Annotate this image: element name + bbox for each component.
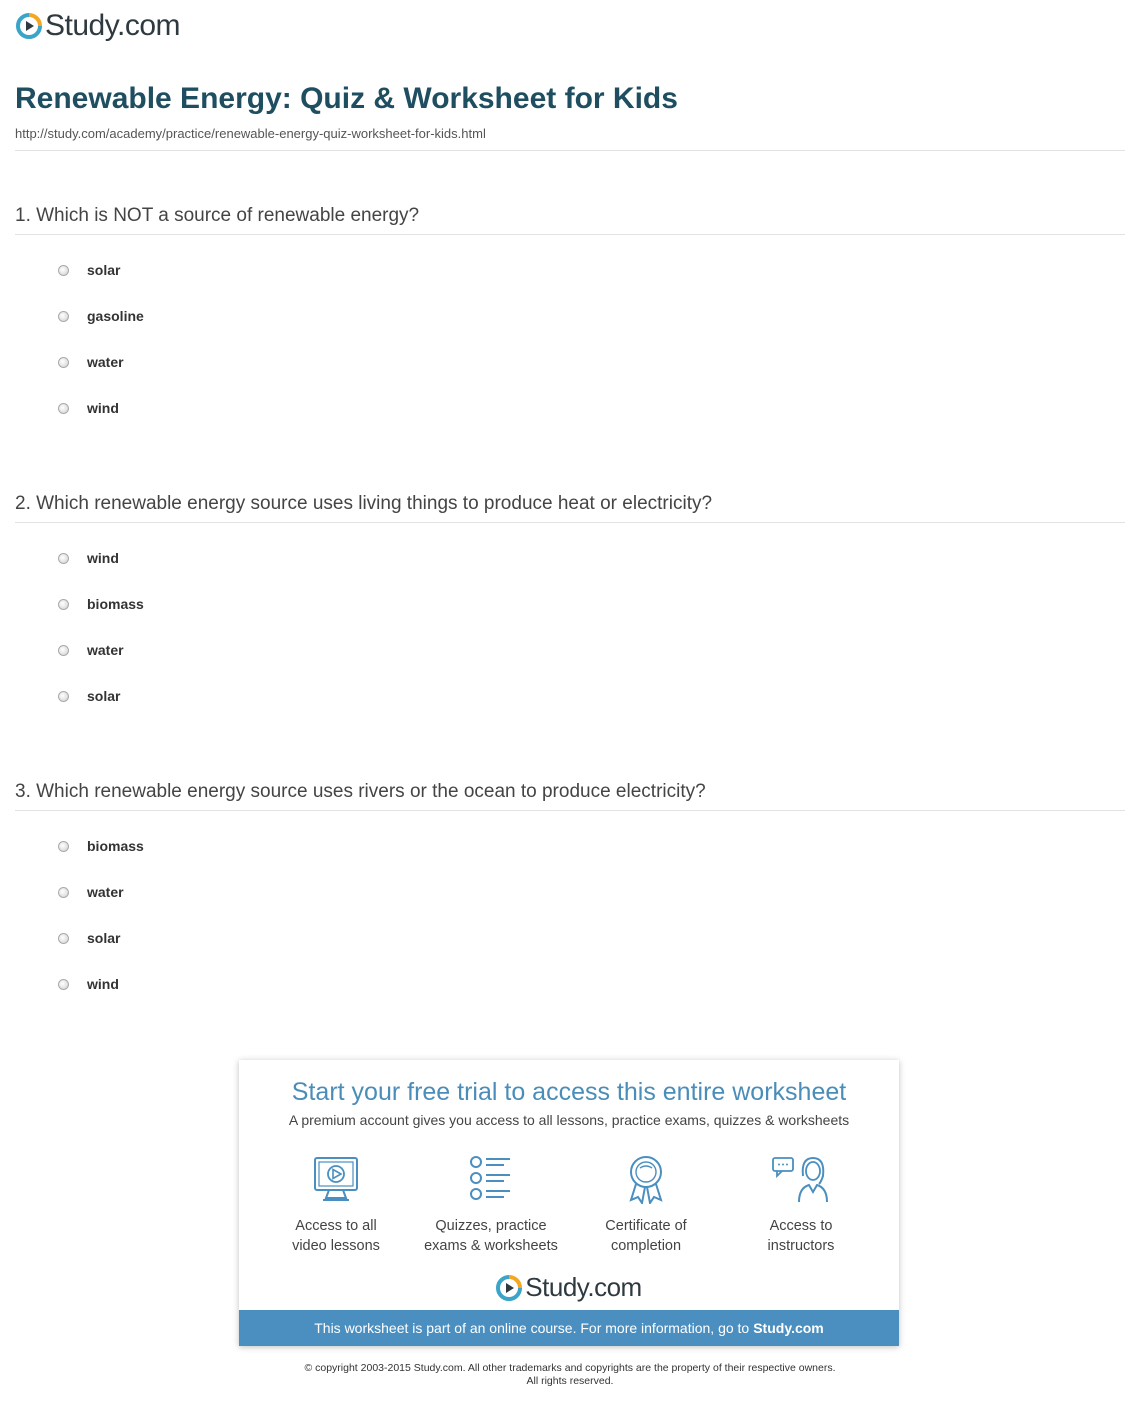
option-label: wind — [87, 400, 119, 416]
q3-option-3[interactable] — [58, 929, 120, 947]
radio-button[interactable] — [58, 311, 69, 322]
quiz-list-icon — [466, 1154, 516, 1204]
feature-quizzes — [416, 1154, 566, 1256]
option-label: wind — [87, 976, 119, 992]
study-logo-icon — [496, 1275, 522, 1301]
option-label: water — [87, 642, 124, 658]
option-label: wind — [87, 550, 119, 566]
page-url: http://study.com/academy/practice/renewable-energy-quiz-worksheet-for-kids.html — [15, 126, 486, 141]
logo-text: Study.com — [525, 1272, 642, 1302]
option-label: solar — [87, 688, 121, 704]
radio-button[interactable] — [58, 979, 69, 990]
study-logo-icon — [16, 13, 42, 39]
study-logo[interactable] — [16, 8, 180, 44]
radio-button[interactable] — [58, 357, 69, 368]
q2-option-3[interactable] — [58, 641, 124, 659]
feature-label: Quizzes, practice exams & worksheets — [424, 1218, 558, 1254]
logo-text: Study.com — [45, 9, 180, 42]
option-label: solar — [87, 262, 121, 278]
question-divider — [15, 234, 1125, 235]
page-title: Renewable Energy: Quiz & Worksheet for Kids — [15, 82, 678, 115]
feature-label: Certificate of completion — [605, 1218, 687, 1254]
footer-line-2: All rights reserved. — [526, 1375, 614, 1387]
copyright-footer — [0, 1362, 1140, 1388]
q2-option-2[interactable] — [58, 595, 144, 613]
q2-option-1[interactable] — [58, 549, 119, 567]
promo-bar-link[interactable]: Study.com — [753, 1320, 824, 1336]
radio-button[interactable] — [58, 933, 69, 944]
header-divider — [15, 150, 1125, 151]
radio-button[interactable] — [58, 887, 69, 898]
feature-instructors — [726, 1154, 876, 1256]
feature-video-lessons — [261, 1154, 411, 1256]
radio-button[interactable] — [58, 599, 69, 610]
promo-study-logo[interactable] — [239, 1272, 899, 1303]
promo-title[interactable]: Start your free trial to access this entire worksheet — [291, 1078, 847, 1106]
video-lesson-icon — [311, 1154, 361, 1204]
option-label: biomass — [87, 596, 144, 612]
footer-line-1: © copyright 2003-2015 Study.com. All other trademarks and copyrights are the property of their respective owners. — [304, 1362, 836, 1374]
q3-option-2[interactable] — [58, 883, 124, 901]
q3-option-1[interactable] — [58, 837, 144, 855]
feature-certificate — [571, 1154, 721, 1256]
free-trial-promo — [239, 1060, 899, 1346]
radio-button[interactable] — [58, 553, 69, 564]
question-2: 2. Which renewable energy source uses living things to produce heat or electricity? — [15, 493, 713, 514]
q1-option-1[interactable] — [58, 261, 120, 279]
promo-info-bar[interactable] — [239, 1310, 899, 1346]
q1-option-2[interactable] — [58, 307, 144, 325]
option-label: water — [87, 354, 124, 370]
question-3: 3. Which renewable energy source uses rivers or the ocean to produce electricity? — [15, 781, 706, 802]
certificate-icon — [621, 1154, 671, 1204]
option-label: water — [87, 884, 124, 900]
promo-subtitle: A premium account gives you access to all lessons, practice exams, quizzes & worksheets — [288, 1112, 850, 1128]
q3-option-4[interactable] — [58, 975, 119, 993]
radio-button[interactable] — [58, 645, 69, 656]
question-divider — [15, 810, 1125, 811]
question-1: 1. Which is NOT a source of renewable energy? — [15, 205, 420, 226]
radio-button[interactable] — [58, 403, 69, 414]
q1-option-3[interactable] — [58, 353, 124, 371]
instructor-icon — [771, 1154, 831, 1204]
q1-option-4[interactable] — [58, 399, 119, 417]
feature-label: Access to all video lessons — [292, 1218, 380, 1254]
option-label: biomass — [87, 838, 144, 854]
question-divider — [15, 522, 1125, 523]
q2-option-4[interactable] — [58, 687, 120, 705]
option-label: solar — [87, 930, 121, 946]
option-label: gasoline — [87, 308, 144, 324]
radio-button[interactable] — [58, 841, 69, 852]
feature-label: Access to instructors — [767, 1218, 835, 1254]
radio-button[interactable] — [58, 691, 69, 702]
promo-bar-text: This worksheet is part of an online course. For more information, go to — [314, 1320, 750, 1336]
radio-button[interactable] — [58, 265, 69, 276]
